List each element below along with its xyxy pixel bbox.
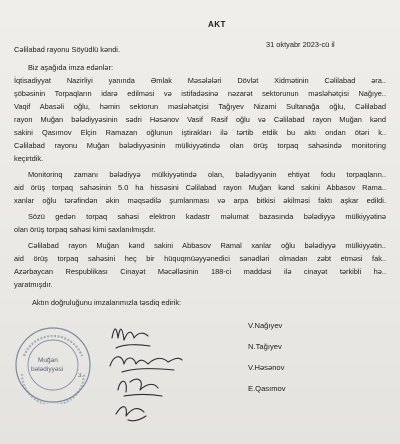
paragraph-line: yaratmışdır. [14, 280, 53, 289]
paragraph-line: İqtisadiyyat Nazirliyi yanında Əmlak Məsələləri Dövlət Xidmətinin Cəlilabad əra.. [14, 76, 386, 85]
svg-text:3.: 3. [78, 373, 84, 379]
signatory-name: V.Həsənov [248, 363, 285, 372]
svg-text:bələdiyyəsi: bələdiyyəsi [31, 366, 64, 373]
paragraph-line: keçirtdik. [14, 154, 44, 163]
intro-line: Biz aşağıda imza edənlər: [28, 63, 114, 72]
paragraph-line: olan örüş torpaq sahəsi kimi saxlanılmışdır. [14, 225, 156, 234]
act-date: 31 oktyabr 2023-cü il [266, 40, 335, 49]
paragraph-line: Cəlilabad rayon Muğan kənd sakini Abbasov Ramal xanlar oğlu bələdiyyə mülkiyyətin.. [28, 241, 386, 250]
paragraph-line: sakini Qasımov Elçin Ramazan oğlunun iştirakları ilə tərtib etdik bu aktı ondan ötəri k.. [14, 128, 386, 137]
paragraph-line: Vaqif Abasəli oğlu, həmin sektorun məsləhətçisi Tağıyev Nizami Sultanağa oğlu, Cəlilabad [14, 102, 386, 111]
svg-text:Muğan: Muğan [38, 357, 58, 364]
paragraph-line: Monitorinq zamanı bələdiyyə mülkiyyətində olan, bələdiyyənin ehtiyat fodu torpaqların.. [28, 170, 386, 179]
closing-line: Aktın doğruluğunu imzalarımızla təsdiq edirik: [32, 298, 182, 307]
signatory-name: N.Tağıyev [248, 342, 282, 351]
paragraph-line: Azərbaycan Respublikası Cinayət Məcəlləsinin 188-ci maddəsi ilə cinayət tərkibli hə.. [14, 267, 386, 276]
paragraph-line: Sözü gedən torpaq sahəsi elektron kadastr məlumat bazasında bələdiyyə mülkiyyətinə [28, 212, 386, 221]
signatory-name: V.Nağıyev [248, 321, 283, 330]
handwritten-signatures [104, 316, 224, 426]
paragraph-line: aid örüş torpaq sahəsini heç bir hüquqmüəyyənedici sənədləri olmadan zəbt etməsi fak.. [14, 254, 386, 263]
document-title: AKT [208, 20, 226, 29]
signatory-name: E.Qasımov [248, 384, 286, 393]
paragraph-line: xanlar oğlu tərəfindən əkin məqsədilə şumlanması və arpa bitkisi əkilməsi faktı aşkar edildi. [14, 196, 386, 205]
paragraph-line: şöbəsinin Torpaqların idarə edilməsi və istifadəsinə nəzarət sektorunun məsləhətçisi Nağıye.. [14, 89, 386, 98]
municipality-stamp [14, 326, 92, 404]
act-place: Cəlilabad rayonu Söyüdlü kəndi. [14, 45, 121, 54]
paragraph-line: Cəlilabad rayonu Muğan bələdiyyəsinin mülkiyyətində olan örüş torpaq sahəsində monitoring [14, 141, 386, 150]
paragraph-line: rayon Muğan bələdiyyəsinin sədri Həsənov Vasif Rasif oğlu və Cəlilabad rayon Muğan kənd [14, 115, 386, 124]
paragraph-line: aid örüş torpaq sahəsinin 5.0 ha hissəsini Cəlilabad rayon Muğan kənd sakini Abbasov Rama.. [14, 183, 386, 192]
